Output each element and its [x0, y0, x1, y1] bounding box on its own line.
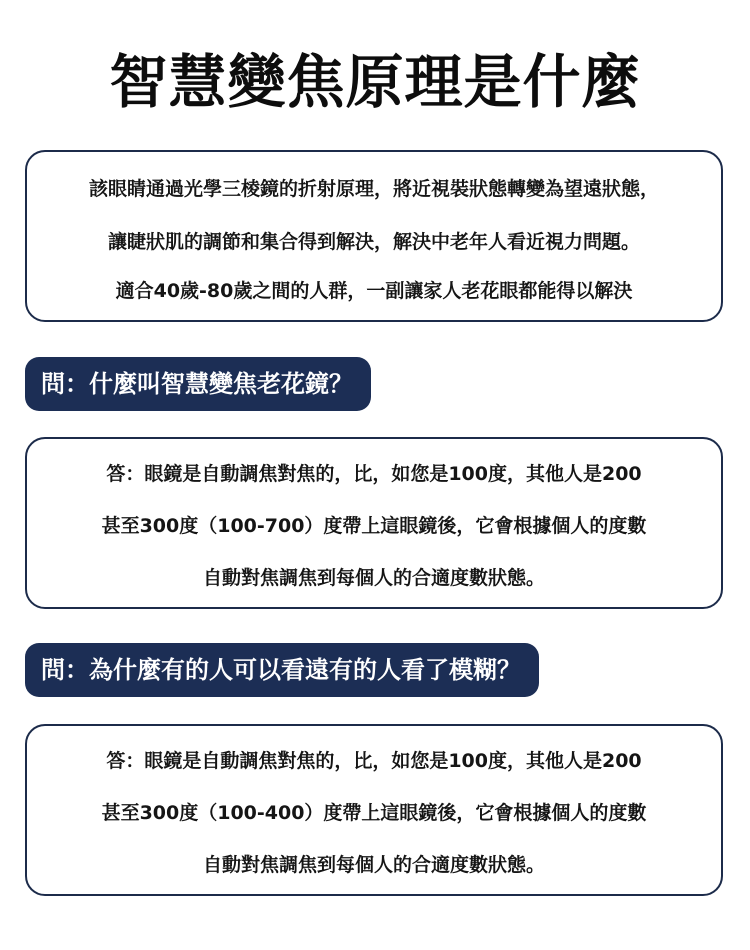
answer-1-line-2: 甚至300度（100-700）度帶上這眼鏡後，它會根據個人的度數 [101, 515, 647, 537]
intro-line-1: 該眼睛通過光學三棱鏡的折射原理，將近視裝狀態轉變為望遠狀態， [88, 178, 659, 200]
answer-2-line-2: 甚至300度（100-400）度帶上這眼鏡後，它會根據個人的度數 [101, 802, 647, 824]
question-badge-1: 問：什麼叫智慧變焦老花鏡？ [25, 357, 371, 411]
answer-card-2 [25, 724, 723, 896]
answer-2-line-1: 答：眼鏡是自動調焦對焦的，比，如您是100度，其他人是200 [106, 750, 642, 772]
answer-1-line-3: 自動對焦調焦到每個人的合適度數狀態。 [202, 567, 545, 589]
answer-2-line-3: 自動對焦調焦到每個人的合適度數狀態。 [202, 854, 545, 876]
answer-1-line-1: 答：眼鏡是自動調焦對焦的，比，如您是100度，其他人是200 [106, 463, 642, 485]
intro-line-2: 讓睫狀肌的調節和集合得到解決，解決中老年人看近視力問題。 [107, 231, 640, 253]
intro-card [25, 150, 723, 322]
answer-card-1 [25, 437, 723, 609]
question-badge-2: 問：為什麼有的人可以看遠有的人看了模糊？ [25, 643, 539, 697]
intro-line-3: 適合40歲-80歲之間的人群，一副讓家人老花眼都能得以解決 [115, 280, 633, 302]
page-title: 智慧變焦原理是什麼 [109, 48, 641, 116]
